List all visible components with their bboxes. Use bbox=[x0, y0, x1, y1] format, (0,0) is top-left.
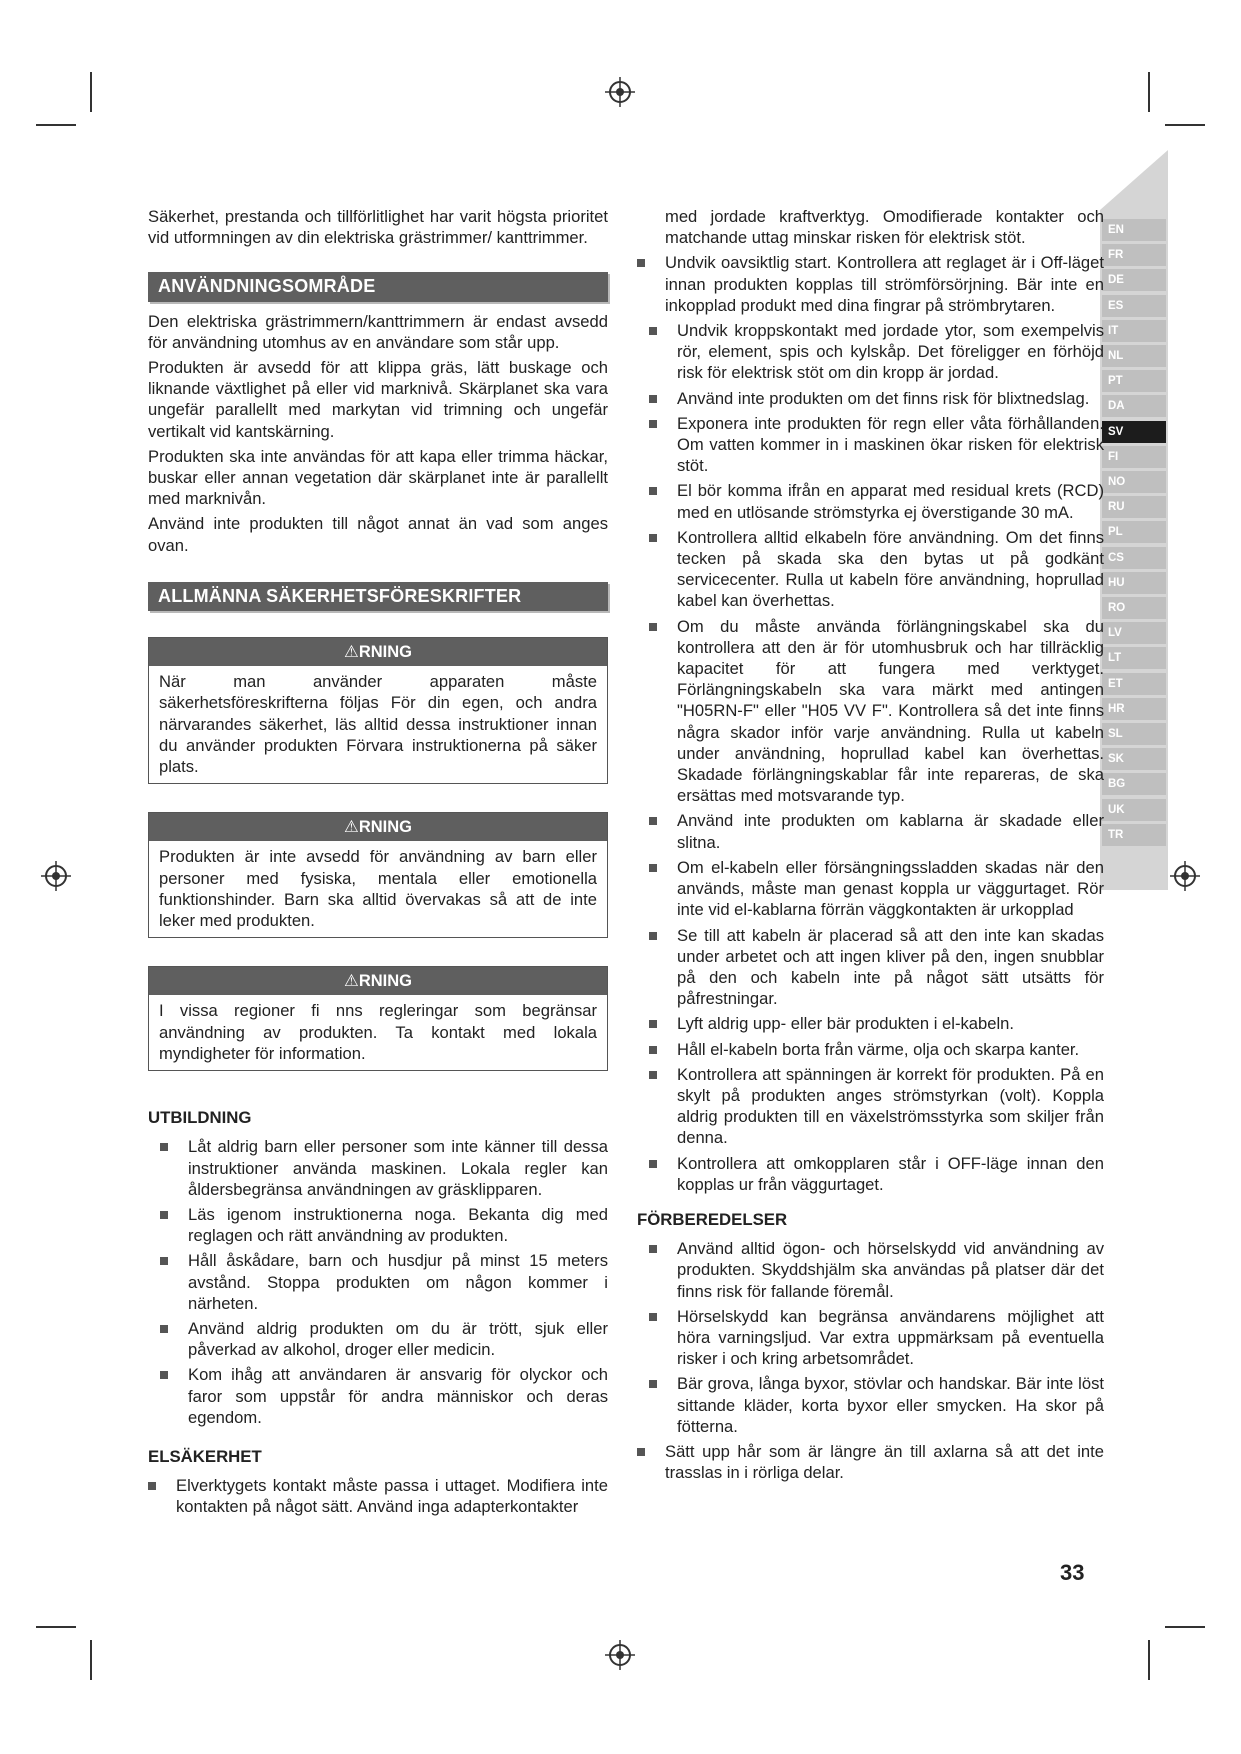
list-item: Undvik oavsiktlig start. Kontrollera att reglaget är i Off-läget innan produkten kopplas till strömförsörjning. Bär inte en inkopplad produkt med dina fingrar på strömbrytaren. bbox=[637, 252, 1104, 316]
language-tab-tr[interactable]: TR bbox=[1102, 824, 1166, 846]
crop-mark bbox=[1165, 124, 1205, 126]
list-item: Elverktygets kontakt måste passa i uttaget. Modifiera inte kontakten på något sätt. Använd inga adapterkontakter bbox=[148, 1475, 608, 1517]
list-item: Bär grova, långa byxor, stövlar och handskar. Bär inte löst sittande kläder, korta byxor eller smycken. Ha skor på fötterna. bbox=[649, 1373, 1104, 1437]
warning-triangle-icon: ⚠ bbox=[344, 818, 359, 837]
language-tab-lv[interactable]: LV bbox=[1102, 622, 1166, 644]
language-tabs bbox=[1100, 150, 1168, 890]
intro-paragraph: Säkerhet, prestanda och tillförlitlighet har varit högsta prioritet vid utformningen av din elektriska grästrimmer/ kanttrimmer. bbox=[148, 207, 608, 248]
list-item: Kontrollera att omkopplaren står i OFF-läge innan den kopplas ur från väggurtaget. bbox=[649, 1153, 1104, 1195]
warning-title: RNING bbox=[358, 643, 412, 662]
subheading-elsakerhet: ELSÄKERHET bbox=[148, 1446, 262, 1466]
right-column bbox=[637, 206, 1104, 1487]
list-item: Exponera inte produkten för regn eller våta förhållanden. Om vatten kommer in i maskinen ökar risken för elektrisk stöt. bbox=[649, 413, 1104, 477]
language-tab-fr[interactable]: FR bbox=[1102, 244, 1166, 266]
list-item: Se till att kabeln är placerad så att den inte kan skadas under arbetet och att ingen kliver på den, ingen snubblar på den och kabeln inte på något sätt utsätts för påfrestningar. bbox=[649, 925, 1104, 1010]
language-tab-cs[interactable]: CS bbox=[1102, 547, 1166, 569]
warning-triangle-icon: ⚠ bbox=[344, 643, 359, 662]
language-tab-ro[interactable]: RO bbox=[1102, 597, 1166, 619]
subheading-forberedelser: FÖRBEREDELSER bbox=[637, 1209, 788, 1229]
crop-mark bbox=[1165, 1626, 1205, 1628]
registration-mark-icon bbox=[605, 1640, 635, 1670]
crop-mark bbox=[36, 124, 76, 126]
warning-box bbox=[148, 812, 608, 938]
language-tab-sk[interactable]: SK bbox=[1102, 748, 1166, 770]
warning-header bbox=[149, 638, 607, 666]
list-item: Om du måste använda förlängningskabel ska du kontrollera att den är för utomhusbruk och har tillräcklig kapacitet för att fungera med verktyget. Förlängningskabeln ska vara märkt med antingen "H05RN-F" eller "H05 VV F". Kontrollera så det inte finns några skador inför varje användning. Rulla ut kabeln under användning, hoprullad kabel kan överhettas. Skadade förlängningskablar får inte repareras, de ska ersättas med motsvarande typ. bbox=[649, 616, 1104, 807]
registration-mark-icon bbox=[41, 861, 71, 891]
language-tab-en[interactable]: EN bbox=[1102, 219, 1166, 241]
list-item: Undvik kroppskontakt med jordade ytor, som exempelvis rör, element, spis och kylskåp. Det föreligger en förhöjd risk för elektrisk stöt om din kropp är jordad. bbox=[649, 320, 1104, 384]
registration-mark-icon bbox=[1170, 861, 1200, 891]
list-item: Hörselskydd kan begränsa användarens möjlighet att höra varningsljud. Var extra uppmärksam på eventuella risker i och kring arbetsområdet. bbox=[649, 1306, 1104, 1370]
language-tab-pl[interactable]: PL bbox=[1102, 521, 1166, 543]
paragraph: Produkten ska inte användas för att kapa eller trimma häckar, buskar eller annan vegetation där skärplanet inte är parallellt med marknivån. bbox=[148, 446, 608, 509]
list-item: Håll åskådare, barn och husdjur på minst 15 meters avstånd. Stoppa produkten om någon kommer i närheten. bbox=[160, 1250, 608, 1314]
language-tab-nl[interactable]: NL bbox=[1102, 345, 1166, 367]
warning-text: I vissa regioner fi nns regleringar som begränsar användning av produkten. Ta kontakt med lokala myndigheter för information. bbox=[159, 1001, 597, 1063]
forberedelser-list-flush bbox=[637, 1441, 1104, 1483]
language-tab-no[interactable]: NO bbox=[1102, 471, 1166, 493]
list-item: Kontrollera att spänningen är korrekt för produkten. På en skylt på produkten anges strömstyrkan (volt). Koppla aldrig produkten till en växelströmsstyrka som skiljer från denna. bbox=[649, 1064, 1104, 1149]
crop-mark bbox=[90, 1640, 92, 1680]
language-tab-ru[interactable]: RU bbox=[1102, 496, 1166, 518]
elsakerhet-list-flush bbox=[637, 252, 1104, 316]
warning-header bbox=[149, 813, 607, 841]
elsakerhet-list bbox=[637, 320, 1104, 1195]
warning-title: RNING bbox=[358, 818, 412, 837]
list-item: Kontrollera alltid elkabeln före användning. Om det finns tecken på skada ska den bytas ut på godkänt servicecenter. Rulla ut kabeln före användning, hoprullad kabel kan överhettas. bbox=[649, 527, 1104, 612]
section-heading-anvandningsomrade: ANVÄNDNINGSOMRÅDE bbox=[148, 272, 608, 301]
language-tab-de[interactable]: DE bbox=[1102, 269, 1166, 291]
list-item: Lyft aldrig upp- eller bär produkten i el-kabeln. bbox=[649, 1013, 1104, 1034]
page-number: 33 bbox=[1060, 1560, 1085, 1585]
registration-mark-icon bbox=[605, 77, 635, 107]
language-tab-pt[interactable]: PT bbox=[1102, 370, 1166, 392]
list-item: Om el-kabeln eller försängningssladden skadas när den används, måste man genast koppla ur väggurtaget. Rör inte vid el-kablarna förrän väggkontakten är urkopplad bbox=[649, 857, 1104, 921]
crop-mark bbox=[90, 72, 92, 112]
language-tab-et[interactable]: ET bbox=[1102, 673, 1166, 695]
language-tab-it[interactable]: IT bbox=[1102, 320, 1166, 342]
list-item: Sätt upp hår som är längre än till axlarna så att det inte trasslas in i rörliga delar. bbox=[637, 1441, 1104, 1483]
warning-box bbox=[148, 637, 608, 784]
warning-header bbox=[149, 967, 607, 995]
crop-mark bbox=[1148, 72, 1150, 112]
utbildning-list bbox=[148, 1136, 608, 1428]
language-tab-sl[interactable]: SL bbox=[1102, 723, 1166, 745]
language-tab-es[interactable]: ES bbox=[1102, 295, 1166, 317]
crop-mark bbox=[36, 1626, 76, 1628]
subheading-utbildning: UTBILDNING bbox=[148, 1108, 252, 1128]
language-tab-da[interactable]: DA bbox=[1102, 395, 1166, 417]
list-item: Använd aldrig produkten om du är trött, sjuk eller påverkad av alkohol, droger eller medicin. bbox=[160, 1318, 608, 1360]
warning-box bbox=[148, 966, 608, 1071]
list-item: Håll el-kabeln borta från värme, olja och skarpa kanter. bbox=[649, 1039, 1104, 1060]
language-tab-fi[interactable]: FI bbox=[1102, 446, 1166, 468]
warning-text: Produkten är inte avsedd för användning av barn eller personer med fysiska, mentala eller emotionella funktionshinder. Barn ska alltid övervakas så att de inte leker med produkten. bbox=[159, 847, 597, 931]
warning-text: När man använder apparaten måste säkerhetsföreskrifterna följas För din egen, och andra närvarandes säkerhet, läs alltid dessa instruktioner innan du använder produkten Förvara instruktionerna på säker plats. bbox=[159, 672, 597, 777]
list-item-continuation: med jordade kraftverktyg. Omodifierade kontakter och matchande uttag minskar risken för elektrisk stöt. bbox=[665, 207, 1104, 248]
crop-mark bbox=[1148, 1640, 1150, 1680]
language-tab-lt[interactable]: LT bbox=[1102, 647, 1166, 669]
list-item: Använd alltid ögon- och hörselskydd vid användning av produkten. Skyddshjälm ska användas på platser där det finns risk för fallande föremål. bbox=[649, 1238, 1104, 1302]
warning-title: RNING bbox=[358, 972, 412, 991]
paragraph: Använd inte produkten till något annat än vad som anges ovan. bbox=[148, 514, 608, 555]
list-item: Kom ihåg att användaren är ansvarig för olyckor och faror som uppstår för andra människor och deras egendom. bbox=[160, 1364, 608, 1428]
section-heading-allmanna-sakerhetsforeskrifter: ALLMÄNNA SÄKERHETSFÖRESKRIFTER bbox=[148, 582, 608, 611]
forberedelser-list bbox=[637, 1238, 1104, 1437]
elsakerhet-list-start bbox=[148, 1475, 608, 1517]
warning-triangle-icon: ⚠ bbox=[344, 972, 359, 991]
paragraph: Den elektriska grästrimmern/kanttrimmern är endast avsedd för användning utomhus av en användare som står upp. bbox=[148, 311, 608, 352]
list-item: Använd inte produkten om det finns risk för blixtnedslag. bbox=[649, 388, 1104, 409]
language-tab-uk[interactable]: UK bbox=[1102, 799, 1166, 821]
list-item: Använd inte produkten om kablarna är skadade eller slitna. bbox=[649, 810, 1104, 852]
list-item: El bör komma ifrån en apparat med residual krets (RCD) med en utlösande strömstyrka ej överstigande 30 mA. bbox=[649, 480, 1104, 522]
list-item: Låt aldrig barn eller personer som inte känner till dessa instruktioner använda maskinen. Lokala regler kan åldersbegränsa användningen av gräsklipparen. bbox=[160, 1136, 608, 1200]
list-item: Läs igenom instruktionerna noga. Bekanta dig med reglagen och rätt användning av produkten. bbox=[160, 1204, 608, 1246]
language-tab-bg[interactable]: BG bbox=[1102, 773, 1166, 795]
language-tab-hu[interactable]: HU bbox=[1102, 572, 1166, 594]
left-column bbox=[148, 206, 608, 1522]
paragraph: Produkten är avsedd för att klippa gräs, lätt buskage och liknande växtlighet på eller vid marknivå. Skärplanet ska vara ungefär parallellt med markytan vid trimning och ungefär vertikalt vid kantskärning. bbox=[148, 358, 608, 441]
language-tab-hr[interactable]: HR bbox=[1102, 698, 1166, 720]
language-tab-sv[interactable]: SV bbox=[1102, 421, 1166, 443]
